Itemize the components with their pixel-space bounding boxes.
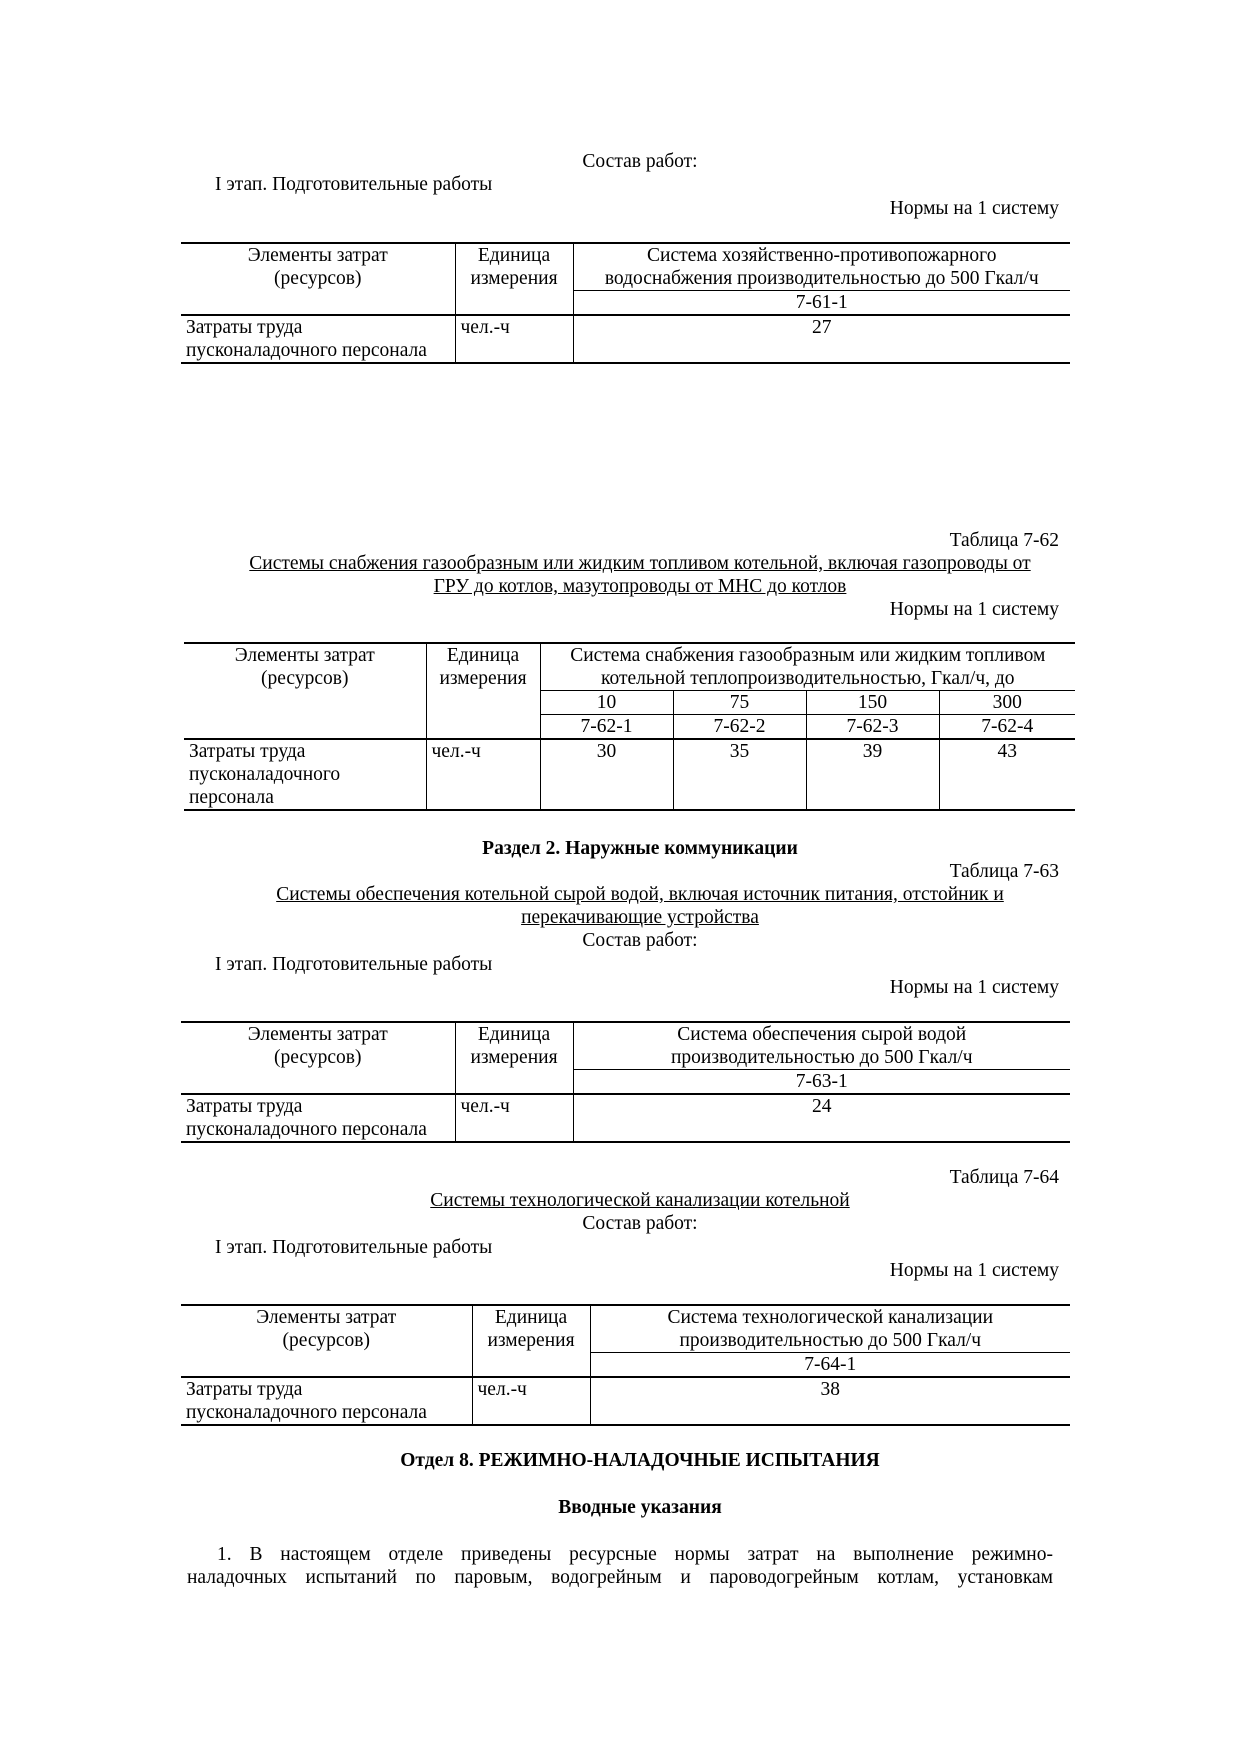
stage-label-3: I этап. Подготовительные работы — [215, 954, 493, 975]
stage-label-1: I этап. Подготовительные работы — [215, 174, 493, 195]
row-unit: чел.-ч — [426, 739, 540, 810]
code-cell: 7-62-1 — [540, 715, 673, 740]
row-label: Затраты труда пусконаладочного персонала — [181, 315, 455, 363]
row-unit: чел.-ч — [455, 315, 573, 363]
intro-paragraph-line-2: наладочных испытаний по паровым, водогрейным и пароводогрейным котлам, установкам — [187, 1567, 1053, 1588]
row-value: 38 — [820, 1379, 840, 1400]
code-cell: 7-62-4 — [981, 716, 1034, 737]
header-system: Система обеспечения сырой водой производительностью до 500 Гкал/ч — [573, 1022, 1070, 1070]
code-cell: 7-61-1 — [795, 292, 848, 313]
header-unit: Единица измерения — [426, 643, 540, 739]
row-label: Затраты труда пусконаладочного персонала — [184, 739, 426, 810]
composition-label-1: Состав работ: — [582, 151, 698, 172]
header-elements: Элементы затрат (ресурсов) — [181, 243, 455, 315]
capacity-cell: 300 — [939, 691, 1075, 715]
intro-heading: Вводные указания — [558, 1497, 722, 1518]
row-value: 43 — [997, 741, 1018, 762]
header-unit: Единица измерения — [472, 1305, 590, 1377]
table-title-7-62: Системы снабжения газообразным или жидким топливом котельной, включая газопроводы от ГРУ до котлов, мазутопроводы от МНС до котлов — [249, 553, 1031, 597]
header-unit: Единица измерения — [455, 243, 573, 315]
composition-label-3: Состав работ: — [582, 930, 698, 951]
composition-label-4: Состав работ: — [582, 1213, 698, 1234]
header-unit: Единица измерения — [455, 1022, 573, 1094]
norms-label-1: Нормы на 1 систему — [889, 198, 1059, 219]
code-cell: 7-62-2 — [673, 715, 806, 740]
row-value: 27 — [812, 317, 832, 338]
header-elements: Элементы затрат (ресурсов) — [184, 643, 426, 739]
norms-table-7-63 — [181, 1021, 1070, 1143]
code-cell: 7-63-1 — [795, 1071, 848, 1092]
code-cell: 7-62-3 — [806, 715, 939, 740]
header-elements: Элементы затрат (ресурсов) — [181, 1305, 472, 1377]
capacity-cell: 10 — [540, 691, 673, 715]
row-unit: чел.-ч — [472, 1377, 590, 1425]
table-number-7-64: Таблица 7-64 — [949, 1167, 1059, 1188]
header-system: Система технологической канализации производительностью до 500 Гкал/ч — [590, 1305, 1070, 1353]
norms-label-4: Нормы на 1 систему — [889, 1260, 1059, 1281]
header-elements: Элементы затрат (ресурсов) — [181, 1022, 455, 1094]
row-label: Затраты труда пусконаладочного персонала — [181, 1094, 455, 1142]
row-value: 35 — [673, 739, 806, 810]
row-value: 39 — [806, 739, 939, 810]
table-title-7-64: Системы технологической канализации котельной — [430, 1190, 850, 1211]
norms-table-7-61 — [181, 242, 1070, 364]
code-cell: 7-64-1 — [804, 1354, 857, 1375]
norms-label-3: Нормы на 1 систему — [889, 977, 1059, 998]
header-system: Система снабжения газообразным или жидким топливом котельной теплопроизводительностью, Гкал/ч, до — [540, 643, 1075, 691]
table-number-7-63: Таблица 7-63 — [949, 861, 1059, 882]
stage-label-4: I этап. Подготовительные работы — [215, 1237, 493, 1258]
header-system: Система хозяйственно-противопожарного водоснабжения производительностью до 500 Гкал/ч — [573, 243, 1070, 291]
row-unit: чел.-ч — [455, 1094, 573, 1142]
norms-label-2: Нормы на 1 систему — [889, 599, 1059, 620]
norms-table-7-64 — [181, 1304, 1070, 1426]
norms-table-7-62 — [184, 642, 1075, 811]
table-title-7-63: Системы обеспечения котельной сырой водой, включая источник питания, отстойник и перекачивающие устройства — [276, 884, 1004, 928]
table-number-7-62: Таблица 7-62 — [949, 530, 1059, 551]
row-value: 30 — [540, 739, 673, 810]
capacity-cell: 75 — [673, 691, 806, 715]
section-heading: Раздел 2. Наружные коммуникации — [482, 838, 798, 859]
row-label: Затраты труда пусконаладочного персонала — [181, 1377, 472, 1425]
row-value: 24 — [812, 1096, 832, 1117]
capacity-cell: 150 — [806, 691, 939, 715]
intro-paragraph-line-1: 1. В настоящем отделе приведены ресурсные нормы затрат на выполнение режимно- — [217, 1544, 1053, 1565]
department-heading: Отдел 8. РЕЖИМНО-НАЛАДОЧНЫЕ ИСПЫТАНИЯ — [400, 1450, 880, 1471]
